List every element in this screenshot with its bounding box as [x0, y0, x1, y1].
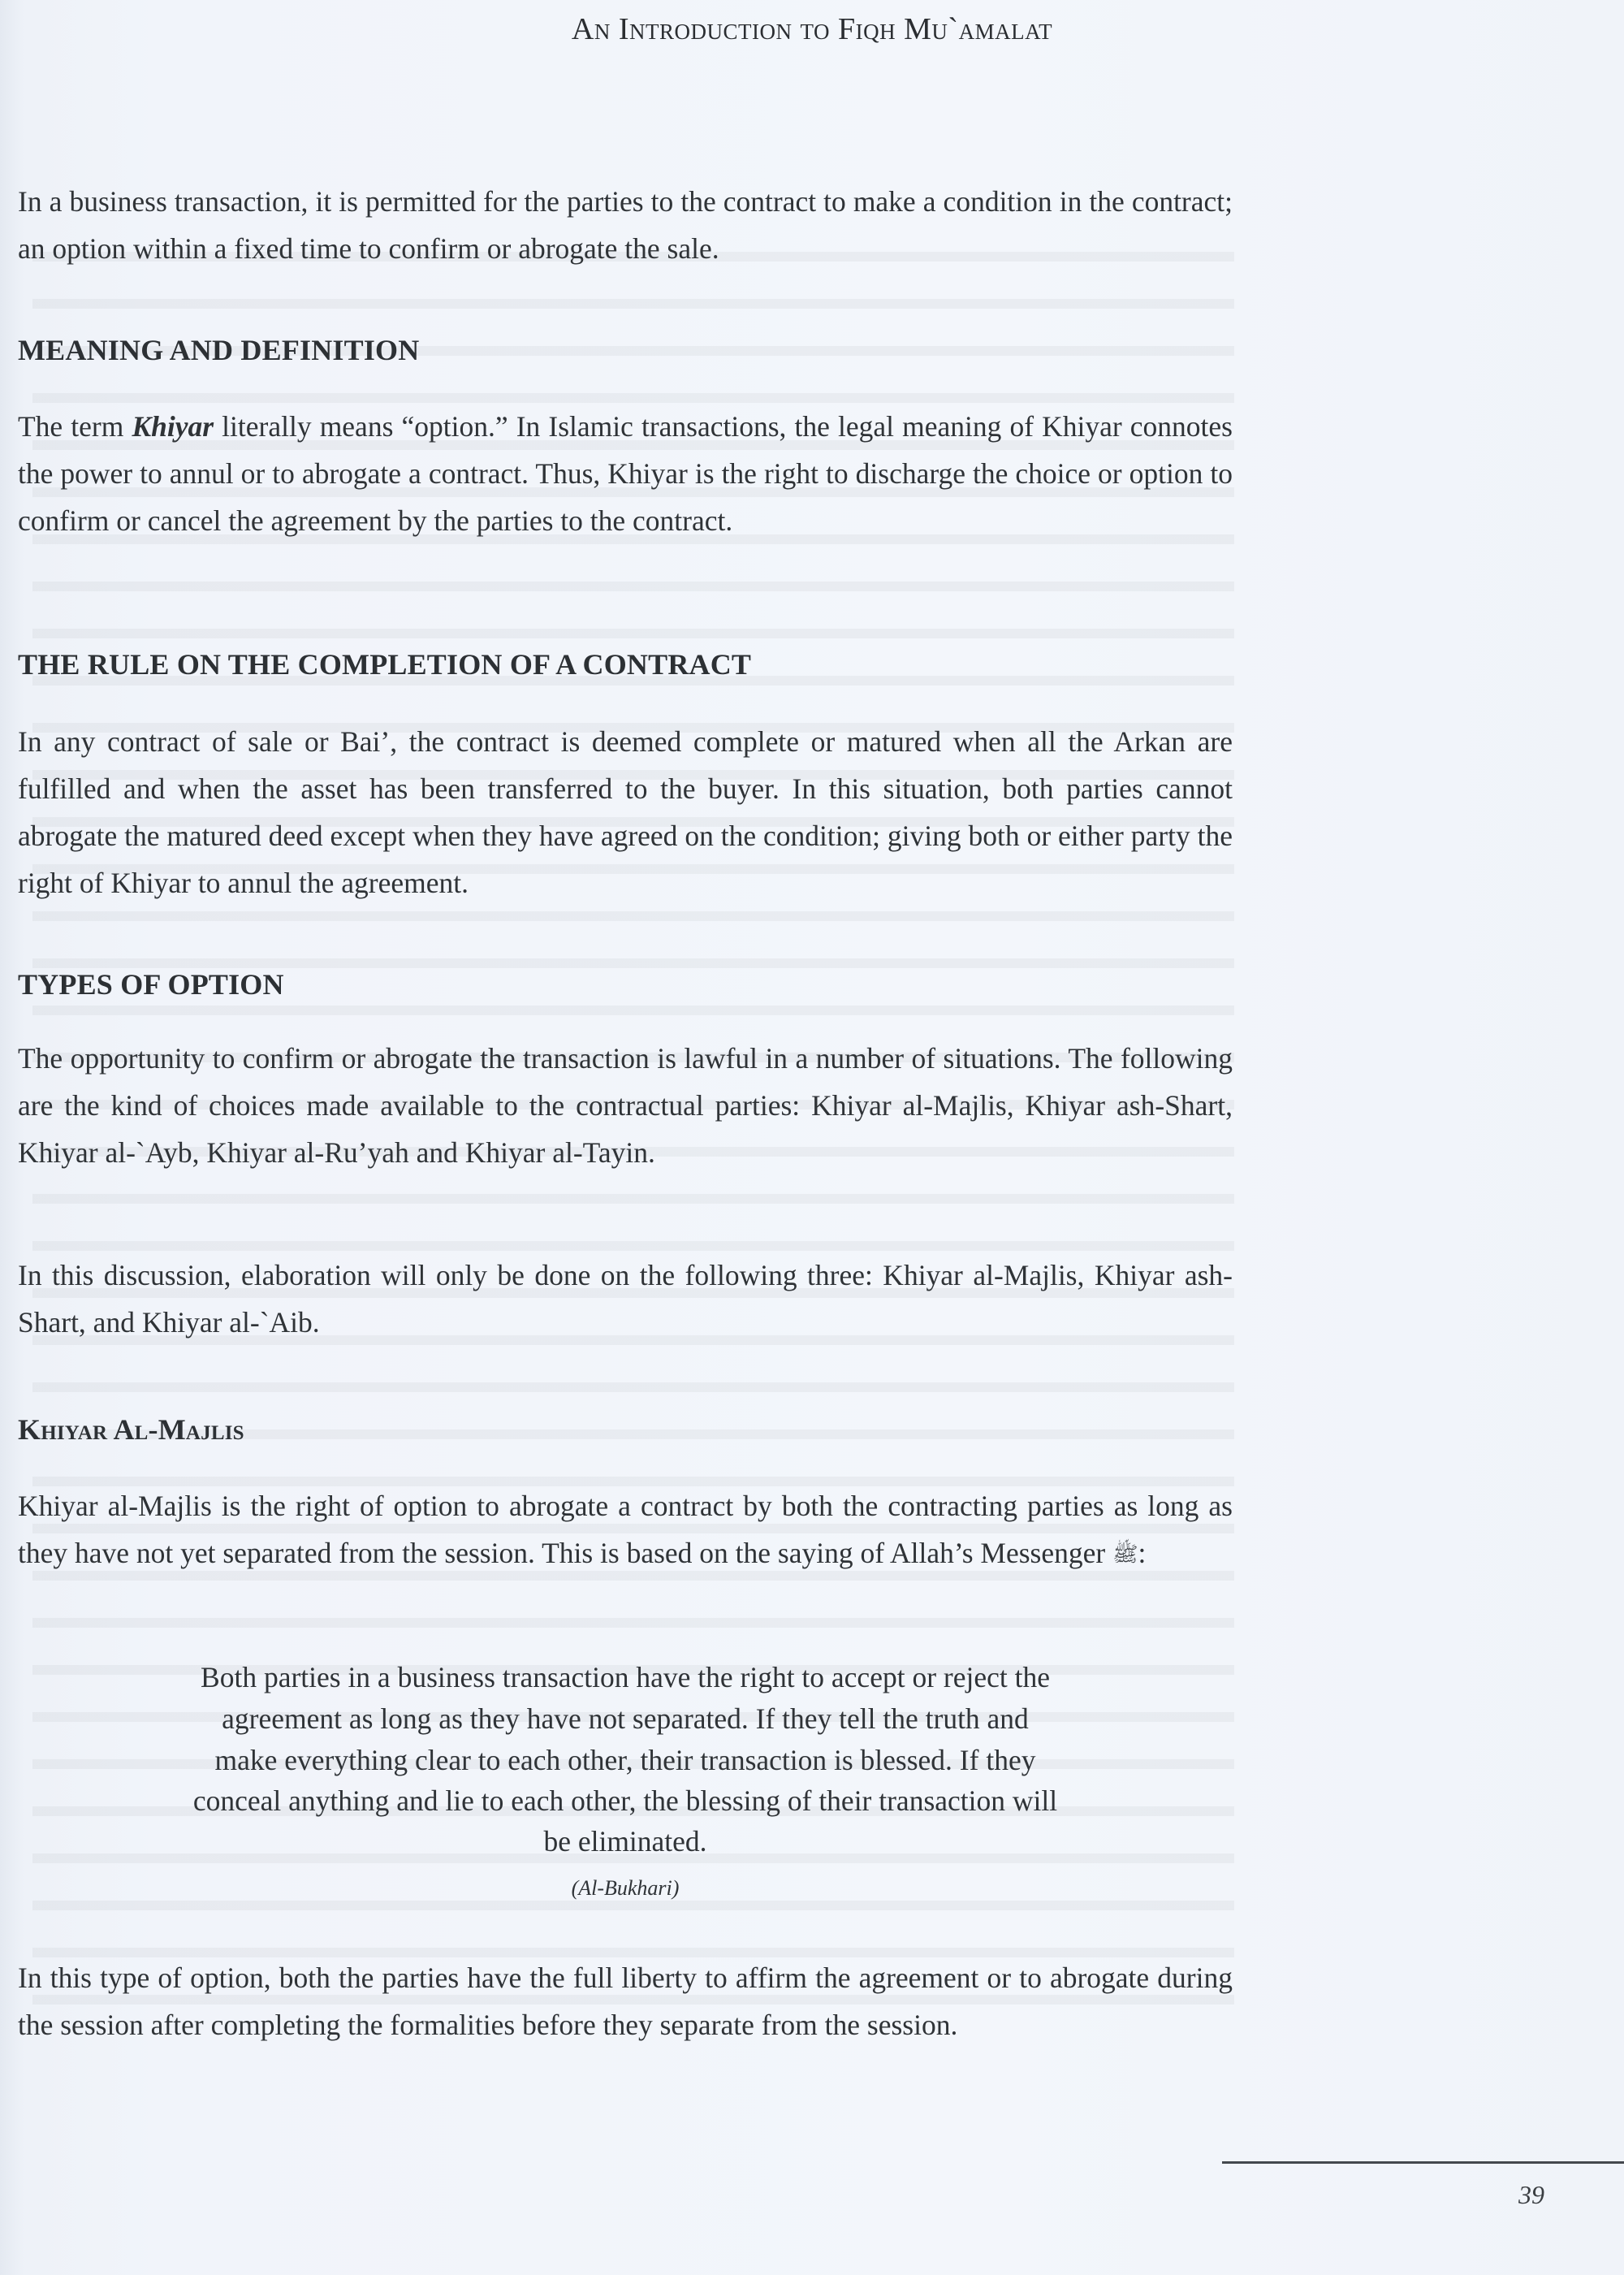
types-paragraph-block — [18, 1035, 1233, 1176]
section-khiyar-al-majlis — [18, 1409, 1233, 1450]
salawat-honorific-icon: ﷺ — [1112, 1542, 1138, 1566]
heading-khiyar-al-majlis: Khiyar Al-Majlis — [18, 1413, 244, 1446]
section-meaning — [18, 330, 1233, 370]
footer-rule — [1222, 2161, 1624, 2164]
meaning-paragraph — [18, 403, 1233, 544]
majlis-colon: : — [1138, 1537, 1147, 1569]
closing-paragraph-block — [18, 1954, 1233, 2048]
quote-line: be eliminated. — [543, 1825, 707, 1858]
meaning-prefix: The term — [18, 410, 132, 443]
intro-paragraph: In a business transaction, it is permitted for the parties to the contract to make a condition in the contract; an option within a fixed time to confirm or abrogate the sale. — [18, 185, 1233, 265]
majlis-paragraph-block — [18, 1482, 1233, 1578]
section-types — [18, 964, 1233, 1005]
heading-rule-on-completion: THE RULE ON THE COMPLETION OF A CONTRACT — [18, 648, 752, 681]
quote-line: Both parties in a business transaction have the right to accept or reject the — [201, 1661, 1050, 1693]
types-paragraph: The opportunity to confirm or abrogate the transaction is lawful in a number of situations. The following are the kind of choices made available to the contractual parties: Khiyar al-Majlis, Khiyar ash-Shart, Khiyar al-`Ayb, Khiyar al-Ru’yah and Khiyar al-Tayin. — [18, 1042, 1233, 1169]
heading-meaning-and-definition: MEANING AND DEFINITION — [18, 334, 420, 366]
meaning-paragraph-block — [18, 403, 1233, 544]
heading-types-of-option: TYPES OF OPTION — [18, 968, 284, 1001]
meaning-rest: literally means “option.” In Islamic transactions, the legal meaning of Khiyar connotes the power to annul or to abrogate a contract. Thus, Khiyar is the right to discharge the choice or option to confirm or cancel the agreement by the parties to the contract. — [18, 410, 1233, 537]
majlis-text: Khiyar al-Majlis is the right of option to abrogate a contract by both the contracting parties as long as they have not yet separated from the session. This is based on the saying of Allah’s Messenger — [18, 1490, 1233, 1569]
quote-line: agreement as long as they have not separated. If they tell the truth and — [222, 1702, 1029, 1735]
section-completion — [18, 644, 1233, 685]
types-paragraph2-block — [18, 1252, 1233, 1346]
completion-paragraph-block — [18, 718, 1233, 906]
quote-line: make everything clear to each other, their transaction is blessed. If they — [214, 1744, 1036, 1776]
types-paragraph-2: In this discussion, elaboration will only be done on the following three: Khiyar al-Majlis, Khiyar ash-Shart, and Khiyar al-`Aib. — [18, 1259, 1233, 1339]
hadith-citation: (Al-Bukhari) — [571, 1876, 680, 1900]
quote-line: conceal anything and lie to each other, the blessing of their transaction will — [192, 1784, 1058, 1817]
running-head: An Introduction to Fiqh Mu`amalat — [571, 12, 1053, 46]
majlis-paragraph — [18, 1482, 1233, 1578]
completion-paragraph: In any contract of sale or Bai’, the contract is deemed complete or matured when all the Arkan are fulfilled and when the asset has been transferred to the buyer. In this situation, both parties cannot abrogate the matured deed except when they have agreed on the condition; giving both or either party the right of Khiyar to annul the agreement. — [18, 725, 1233, 899]
intro-paragraph-block — [18, 178, 1233, 272]
term-khiyar: Khiyar — [132, 410, 214, 443]
page-number: 39 — [1518, 2180, 1544, 2209]
closing-paragraph: In this type of option, both the parties have the full liberty to affirm the agreement or to abrogate during the session after completing the formalities before they separate from the session. — [18, 1961, 1233, 2041]
